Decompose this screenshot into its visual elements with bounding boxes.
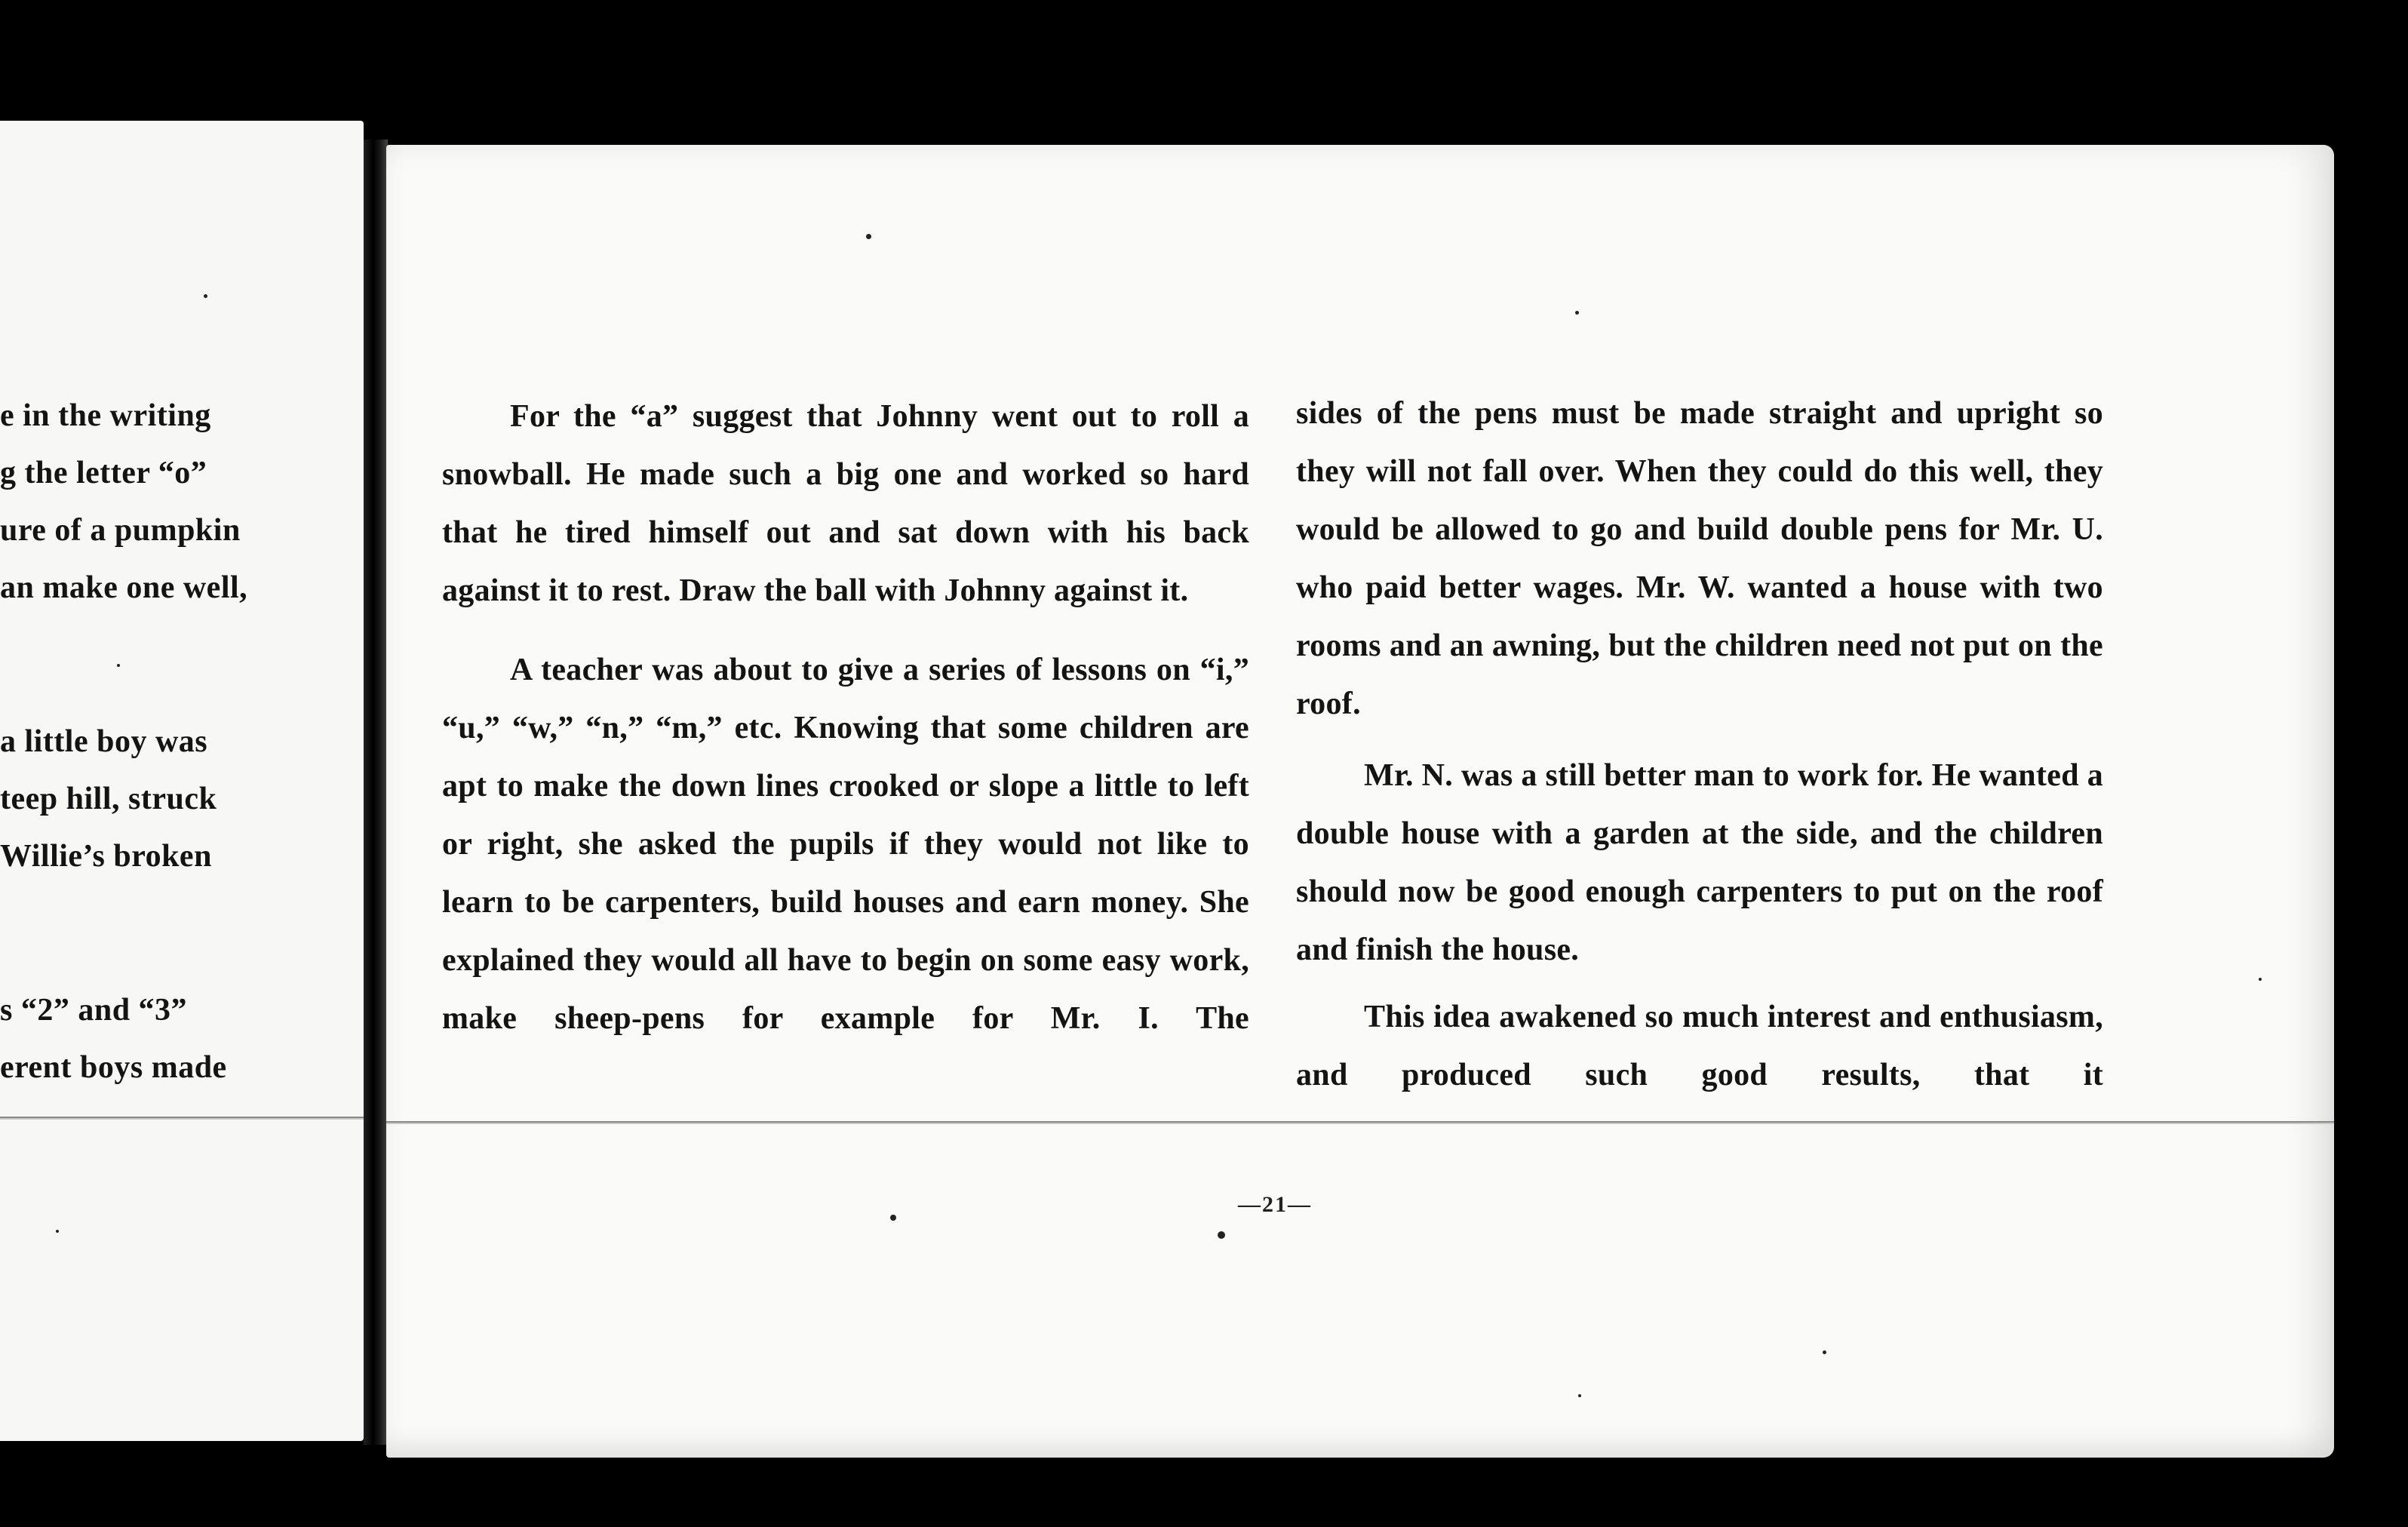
paragraph: For the “a” suggest that Johnny went out to roll a snowball. He made such a big one and worked so hard that he tired himself out and sat down with his back against it to rest. Draw the ball with Johnny against it. <box>442 399 1249 608</box>
paragraph: A teacher was about to give a series of lessons on “i,” “u,” “w,” “n,” “m,” etc. Knowing that some children are apt to make the down lines crooked or slope a little to left or right, she asked the pupils if they would not like to learn to be carpenters, build houses and earn money. She explained they would all have to begin on some easy work, make sheep-pens for example for Mr. I. The <box>442 653 1249 1036</box>
left-fragment: ure of a pumpkin <box>0 513 241 548</box>
left-fragment: Willie’s broken <box>0 839 212 874</box>
left-fragment: erent boys made <box>0 1050 227 1085</box>
speck <box>56 1230 59 1233</box>
speck <box>866 234 871 239</box>
paragraph: Mr. N. was a still better man to work for. He wanted a double house with a garden at the side, and the children should now be good enough carpenters to put on the roof and finish the house. <box>1296 758 2103 967</box>
text-column-left <box>442 388 1249 1048</box>
left-fragment: s “2” and “3” <box>0 993 188 1028</box>
text-column-right <box>1296 385 2103 1105</box>
speck <box>1578 1394 1581 1397</box>
speck <box>890 1215 896 1221</box>
speck <box>1823 1350 1826 1354</box>
left-fragment: an make one well, <box>0 570 248 605</box>
paragraph: This idea awakened so much interest and enthusiasm, and produced such good results, that it <box>1296 1000 2103 1092</box>
left-page <box>0 121 364 1441</box>
scan-line <box>0 1117 364 1120</box>
left-fragment: teep hill, struck <box>0 782 217 816</box>
speck <box>1218 1231 1225 1239</box>
speck <box>117 664 120 667</box>
page-number: —21— <box>1238 1192 1312 1217</box>
speck <box>2259 978 2262 981</box>
book-spine <box>364 140 388 1445</box>
speck <box>204 294 207 298</box>
left-fragment: g the letter “o” <box>0 456 207 490</box>
speck <box>1575 311 1579 315</box>
left-fragment: a little boy was <box>0 724 208 759</box>
right-page <box>386 145 2334 1458</box>
paragraph: sides of the pens must be made straight and upright so they will not fall over. When they could do this well, they would be allowed to go and build double pens for Mr. U. who paid better wages. Mr. W. wanted a house with two rooms and an awning, but the children need not put on the roof. <box>1296 396 2103 721</box>
scan-line <box>386 1121 2334 1124</box>
left-fragment: e in the writing <box>0 398 211 433</box>
